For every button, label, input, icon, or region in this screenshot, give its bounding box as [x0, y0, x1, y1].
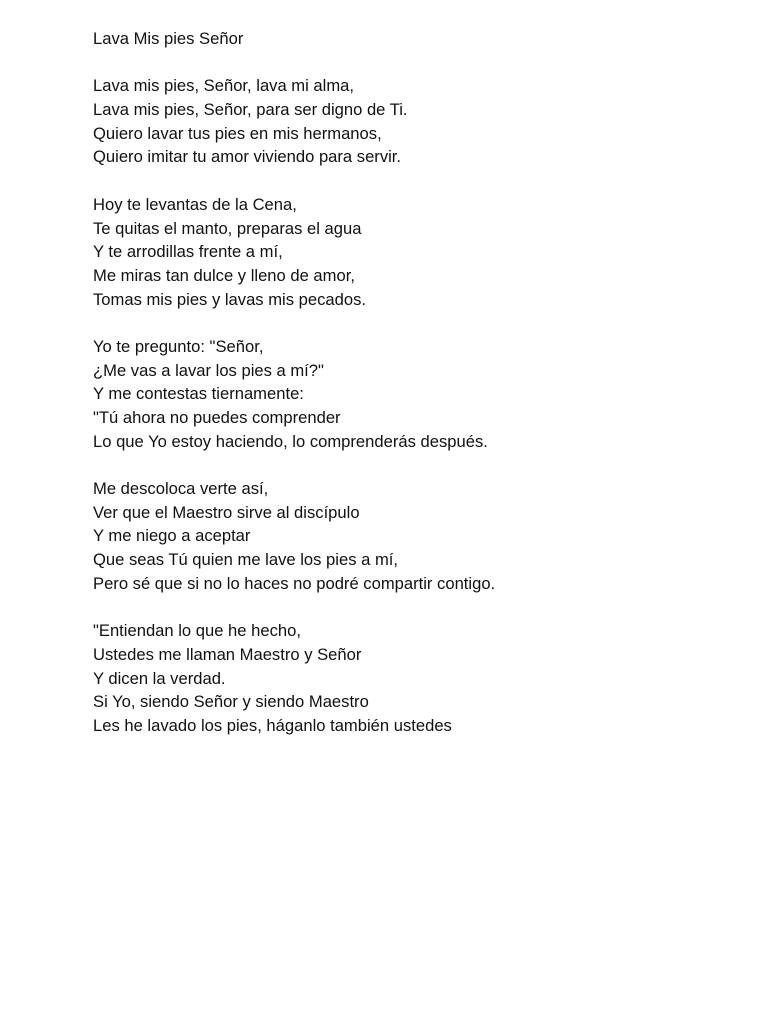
verse-line: Y me niego a aceptar — [93, 526, 251, 546]
verse-line: Y te arrodillas frente a mí, — [93, 242, 283, 262]
verse-line: Me descoloca verte así, — [93, 479, 269, 499]
verse-line: Y me contestas tiernamente: — [93, 384, 304, 404]
stanza-4 — [93, 477, 733, 595]
verse-line: Yo te pregunto: "Señor, — [93, 336, 264, 356]
verse-line: "Entiendan lo que he hecho, — [93, 621, 301, 641]
stanza-5 — [93, 619, 733, 737]
verse-line: Tomas mis pies y lavas mis pecados. — [93, 289, 366, 309]
verse-line: Hoy te levantas de la Cena, — [93, 194, 297, 214]
verse-line: Me miras tan dulce y lleno de amor, — [93, 265, 355, 285]
document-title: Lava Mis pies Señor — [93, 29, 244, 48]
verse-line: Les he lavado los pies, háganlo también ustedes — [93, 715, 452, 735]
verse-line: Si Yo, siendo Señor y siendo Maestro — [93, 692, 369, 712]
verse-line: "Tú ahora no puedes comprender — [93, 408, 341, 427]
document-body — [93, 27, 733, 738]
verse-line: Que seas Tú quien me lave los pies a mí, — [93, 550, 398, 570]
verse-line: Lo que Yo estoy haciendo, lo comprenderás después. — [93, 431, 488, 451]
verse-line: Lava mis pies, Señor, lava mi alma, — [93, 76, 355, 96]
stanza-2 — [93, 193, 733, 311]
verse-line: Ver que el Maestro sirve al discípulo — [93, 502, 360, 522]
verse-line: ¿Me vas a lavar los pies a mí?" — [93, 360, 324, 380]
verse-line: Te quitas el manto, preparas el agua — [93, 218, 362, 238]
verse-line: Y dicen la verdad. — [93, 668, 226, 688]
verse-line: Lava mis pies, Señor, para ser digno de Ti. — [93, 100, 408, 120]
verse-line: Quiero lavar tus pies en mis hermanos, — [93, 123, 382, 143]
verse-line: Ustedes me llaman Maestro y Señor — [93, 644, 362, 664]
stanza-1 — [93, 74, 733, 169]
verse-line: Quiero imitar tu amor viviendo para servir. — [93, 147, 402, 167]
stanza-3 — [93, 335, 733, 453]
verse-line: Pero sé que si no lo haces no podré compartir contigo. — [93, 573, 496, 593]
